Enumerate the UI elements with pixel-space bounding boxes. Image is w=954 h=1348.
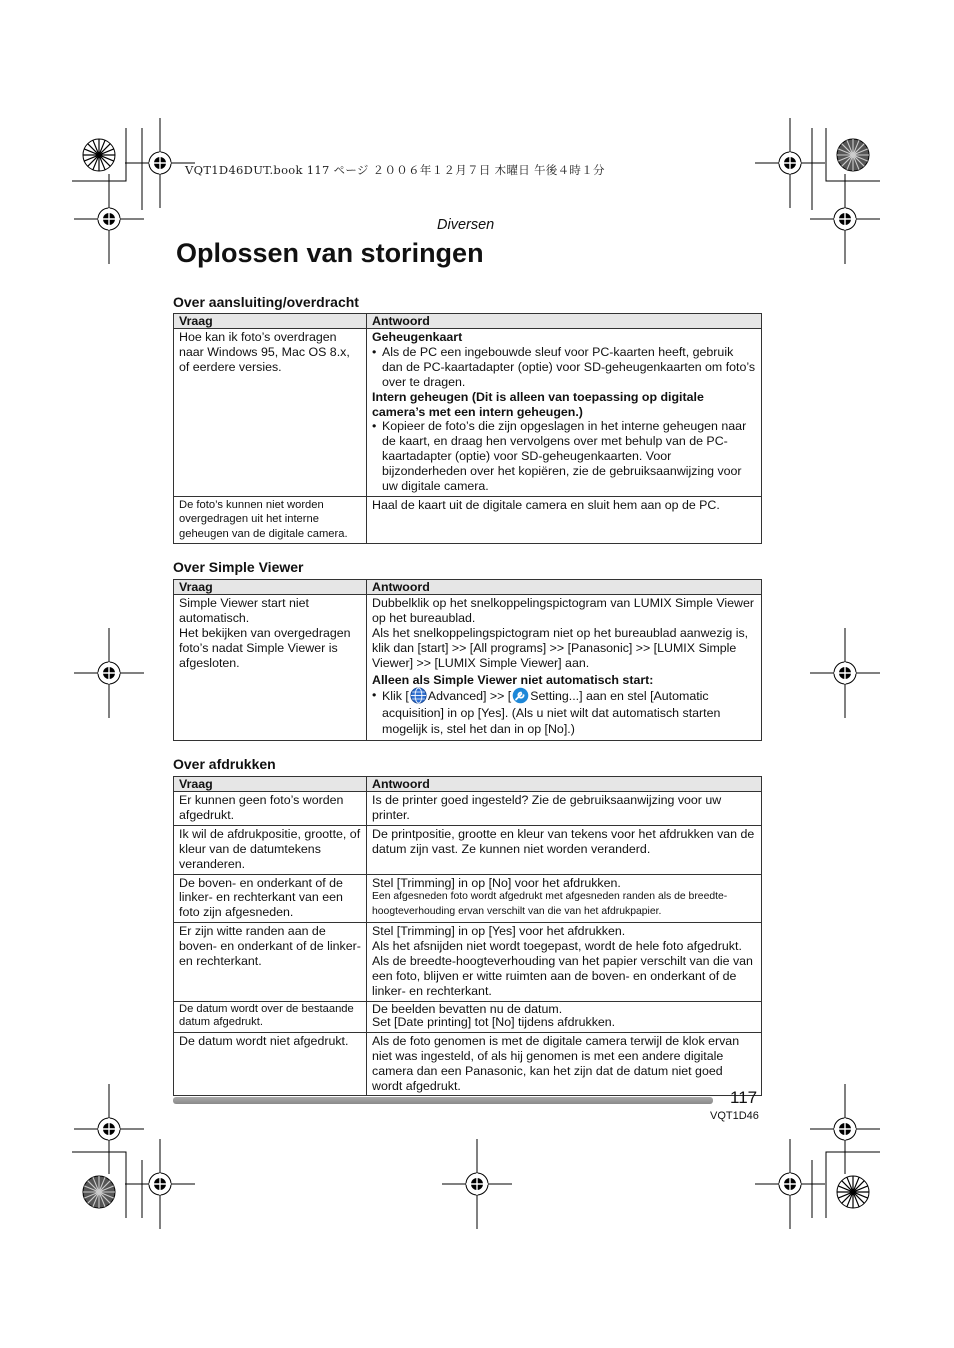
answer-subheading: Alleen als Simple Viewer niet automatisch start: <box>372 672 654 687</box>
answer-text: Setting...] aan en stel [Automatic acquisition] in op [Yes]. (Als u niet wilt dat automatisch starten mogelijk is, stel het dan in op [No].) <box>382 689 721 737</box>
file-info-line: VQT1D46DUT.book 117 ページ ２００６年１２月７日 木曜日 午後４時１分 <box>185 163 605 177</box>
column-header-question: Vraag <box>174 580 367 595</box>
answer-cell <box>367 595 762 741</box>
table-connection <box>173 313 762 544</box>
answer-cell: Is de printer goed ingesteld? Zie de gebruiksaanwijzing voor uw printer. <box>367 792 762 826</box>
answer-line: Stel [Trimming] in op [Yes] voor het afdrukken. <box>372 924 626 939</box>
question-line: Simple Viewer start niet automatisch. <box>179 596 309 625</box>
table-header-row <box>174 580 762 595</box>
answer-cell: Als de foto genomen is met de digitale camera terwijl de klok ervan niet was ingesteld, of als hij genomen is met een andere digitale camera dan een Panasonic, kan het zijn dat de datum niet goed wordt afgedrukt. <box>367 1032 762 1096</box>
table-printing <box>173 776 762 1096</box>
globe-icon <box>410 687 427 704</box>
section-heading-connection: Over aansluiting/overdracht <box>173 294 359 310</box>
section-heading-printing: Over afdrukken <box>173 756 276 772</box>
answer-cell <box>367 1001 762 1032</box>
answer-cell: Haal de kaart uit de digitale camera en sluit hem aan op de PC. <box>367 496 762 543</box>
question-cell: De foto’s kunnen niet worden overgedragen uit het interne geheugen van de digitale camera. <box>174 496 367 543</box>
table-header-row <box>174 314 762 329</box>
table-row <box>174 496 762 543</box>
column-header-answer: Antwoord <box>367 777 762 792</box>
answer-cell <box>367 874 762 923</box>
question-cell: De datum wordt niet afgedrukt. <box>174 1032 367 1096</box>
wrench-icon <box>512 687 529 704</box>
answer-bullet <box>372 687 756 738</box>
answer-cell <box>367 923 762 1002</box>
table-row <box>174 923 762 1002</box>
question-cell <box>174 595 367 741</box>
column-header-question: Vraag <box>174 314 367 329</box>
column-header-answer: Antwoord <box>367 580 762 595</box>
answer-text: Klik [ <box>382 689 409 704</box>
answer-text: Advanced] >> [ <box>427 689 512 704</box>
table-row <box>174 825 762 874</box>
page-number: 117 <box>730 1088 758 1107</box>
section-label: Diversen <box>437 217 495 233</box>
table-row <box>174 874 762 923</box>
question-cell: De datum wordt over de bestaande datum afgedrukt. <box>174 1001 367 1032</box>
page-title: Oplossen van storingen <box>176 238 484 268</box>
answer-note: Een afgesneden foto wordt afgedrukt met afgesneden randen als de breedte-hoogteverhouding ervan verschilt van die van het afdrukpapier. <box>372 891 728 918</box>
footer-bar <box>173 1097 713 1104</box>
answer-bullet: • Kopieer de foto’s die zijn opgeslagen in het interne geheugen naar de kaart, en draag hen vervolgens over met behulp van de PC-kaartadapter (optie) voor SD-geheugenkaarten. Voor bijzonderheden over het kopiëren, zie de gebruiksaanwijzing voor uw digitale camera. <box>372 419 756 494</box>
table-header-row <box>174 777 762 792</box>
table-row <box>174 1001 762 1032</box>
question-cell: Er zijn witte randen aan de boven- en onderkant of de linker- en rechterkant. <box>174 923 367 1002</box>
answer-line: De beelden bevatten nu de datum. <box>372 1001 563 1016</box>
answer-cell: De printpositie, grootte en kleur van tekens voor het afdrukken van de datum zijn vast. Ze kunnen niet worden veranderd. <box>367 825 762 874</box>
answer-line: Dubbelklik op het snelkoppelingspictogram van LUMIX Simple Viewer op het bureaublad. <box>372 596 755 625</box>
answer-subheading: Geheugenkaart <box>372 330 463 344</box>
answer-bullet: • Als de PC een ingebouwde sleuf voor PC-kaarten heeft, gebruik dan de PC-kaartadapter (optie) voor SD-geheugenkaarten om foto’s over te dragen. <box>372 345 756 390</box>
question-cell: Hoe kan ik foto’s overdragen naar Windows 95, Mac OS 8.x, of eerdere versies. <box>174 329 367 497</box>
column-header-question: Vraag <box>174 777 367 792</box>
question-line: Het bekijken van overgedragen foto’s nadat Simple Viewer is afgesloten. <box>179 625 351 670</box>
answer-line: Als het afsnijden niet wordt toegepast, wordt de hele foto afgedrukt. Als de breedte-hoogteverhouding van het papier verschilt van die van een foto, blijven er witte ruimten aan de boven- en onderkant of de linker- en rechterkant. <box>372 939 753 998</box>
table-viewer <box>173 579 762 741</box>
column-header-answer: Antwoord <box>367 314 762 329</box>
answer-line: Als het snelkoppelingspictogram niet op het bureaublad aanwezig is, klik dan [start] >> [All programs] >> [Panasonic] >> [LUMIX Simple Viewer] >> [LUMIX Simple Viewer] aan. <box>372 625 749 670</box>
answer-subheading: Intern geheugen (Dit is alleen van toepassing op digitale camera’s met een intern geheugen.) <box>372 389 704 419</box>
table-row <box>174 329 762 497</box>
section-heading-viewer: Over Simple Viewer <box>173 559 304 575</box>
answer-line: Set [Date printing] tot [No] tijdens afdrukken. <box>372 1015 616 1030</box>
document-code: VQT1D46 <box>710 1110 759 1122</box>
question-cell: De boven- en onderkant of de linker- en rechterkant van een foto zijn afgesneden. <box>174 874 367 923</box>
answer-cell <box>367 329 762 497</box>
table-row <box>174 1032 762 1096</box>
question-cell: Ik wil de afdrukpositie, grootte, of kleur van de datumtekens veranderen. <box>174 825 367 874</box>
table-row <box>174 595 762 741</box>
question-cell: Er kunnen geen foto’s worden afgedrukt. <box>174 792 367 826</box>
answer-line: Stel [Trimming] in op [No] voor het afdrukken. <box>372 875 621 890</box>
table-row <box>174 792 762 826</box>
